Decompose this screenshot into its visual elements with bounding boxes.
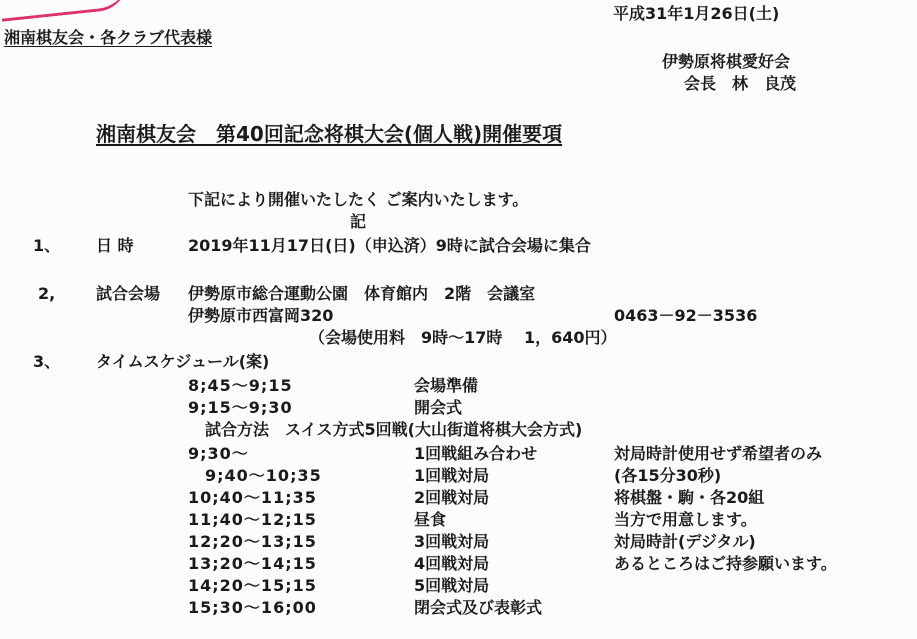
schedule-note: (各15分30秒) xyxy=(614,466,722,485)
schedule-time: 10;40～11;35 xyxy=(188,488,317,507)
schedule-time: 12;20～13;15 xyxy=(188,532,317,551)
item3-label: タイムスケジュール(案) xyxy=(96,352,270,371)
schedule-event: 閉会式及び表彰式 xyxy=(414,598,543,617)
schedule-time: 9;15～9;30 xyxy=(188,398,293,417)
schedule-time: 8;45～9;15 xyxy=(188,376,293,395)
schedule-time: 9;40～10;35 xyxy=(205,466,322,485)
schedule-event: 5回戦対局 xyxy=(414,576,490,595)
item1-value: 2019年11月17日(日)（申込済）9時に試合会場に集合 xyxy=(188,236,591,255)
schedule-time: 13;20～14;15 xyxy=(188,554,317,573)
item1-number: 1、 xyxy=(33,236,61,255)
schedule-time: 14;20～15;15 xyxy=(188,576,317,595)
match-method: 試合方法 スイス方式5回戦(大山街道将棋大会方式) xyxy=(205,420,583,439)
schedule-event: 1回戦組み合わせ xyxy=(414,444,538,463)
item3-number: 3、 xyxy=(33,352,61,371)
sender-org: 伊勢原将棋愛好会 xyxy=(662,52,791,71)
sender-name: 会長 林 良茂 xyxy=(684,74,797,93)
venue-fee: （会場使用料 9時～17時 1，640円） xyxy=(309,328,617,347)
venue-phone: 0463－92－3536 xyxy=(614,306,758,325)
schedule-time: 9;30～ xyxy=(188,444,249,463)
schedule-event: 会場準備 xyxy=(414,376,479,395)
venue-address: 伊勢原市西富岡320 xyxy=(188,306,334,325)
item2-label: 試合会場 xyxy=(96,284,161,303)
document-date: 平成31年1月26日(土) xyxy=(613,4,780,23)
intro-text: 下記により開催いたしたく ご案内いたします。 xyxy=(188,190,529,209)
schedule-note: 対局時計使用せず希望者のみ xyxy=(614,444,823,463)
schedule-event: 1回戦対局 xyxy=(414,466,490,485)
schedule-note: 対局時計(デジタル) xyxy=(614,532,756,551)
schedule-note: 将棋盤・駒・各20組 xyxy=(614,488,765,507)
schedule-time: 15;30～16;00 xyxy=(188,598,317,617)
document-title: 湘南棋友会 第40回記念将棋大会(個人戦)開催要項 xyxy=(96,122,563,146)
schedule-event: 4回戦対局 xyxy=(414,554,490,573)
ki-label: 記 xyxy=(350,212,367,231)
schedule-event: 昼食 xyxy=(414,510,447,529)
schedule-event: 開会式 xyxy=(414,398,463,417)
recipient: 湘南棋友会・各クラブ代表様 xyxy=(4,28,213,47)
red-pen-mark xyxy=(0,0,131,22)
schedule-event: 3回戦対局 xyxy=(414,532,490,551)
item1-label: 日 時 xyxy=(96,236,134,255)
item2-number: 2, xyxy=(38,284,56,303)
venue-text: 伊勢原市総合運動公園 体育館内 2階 会議室 xyxy=(188,284,536,303)
schedule-note: あるところはご持参願います。 xyxy=(614,554,837,573)
schedule-time: 11;40～12;15 xyxy=(188,510,317,529)
schedule-note: 当方で用意します。 xyxy=(614,510,757,529)
schedule-event: 2回戦対局 xyxy=(414,488,490,507)
